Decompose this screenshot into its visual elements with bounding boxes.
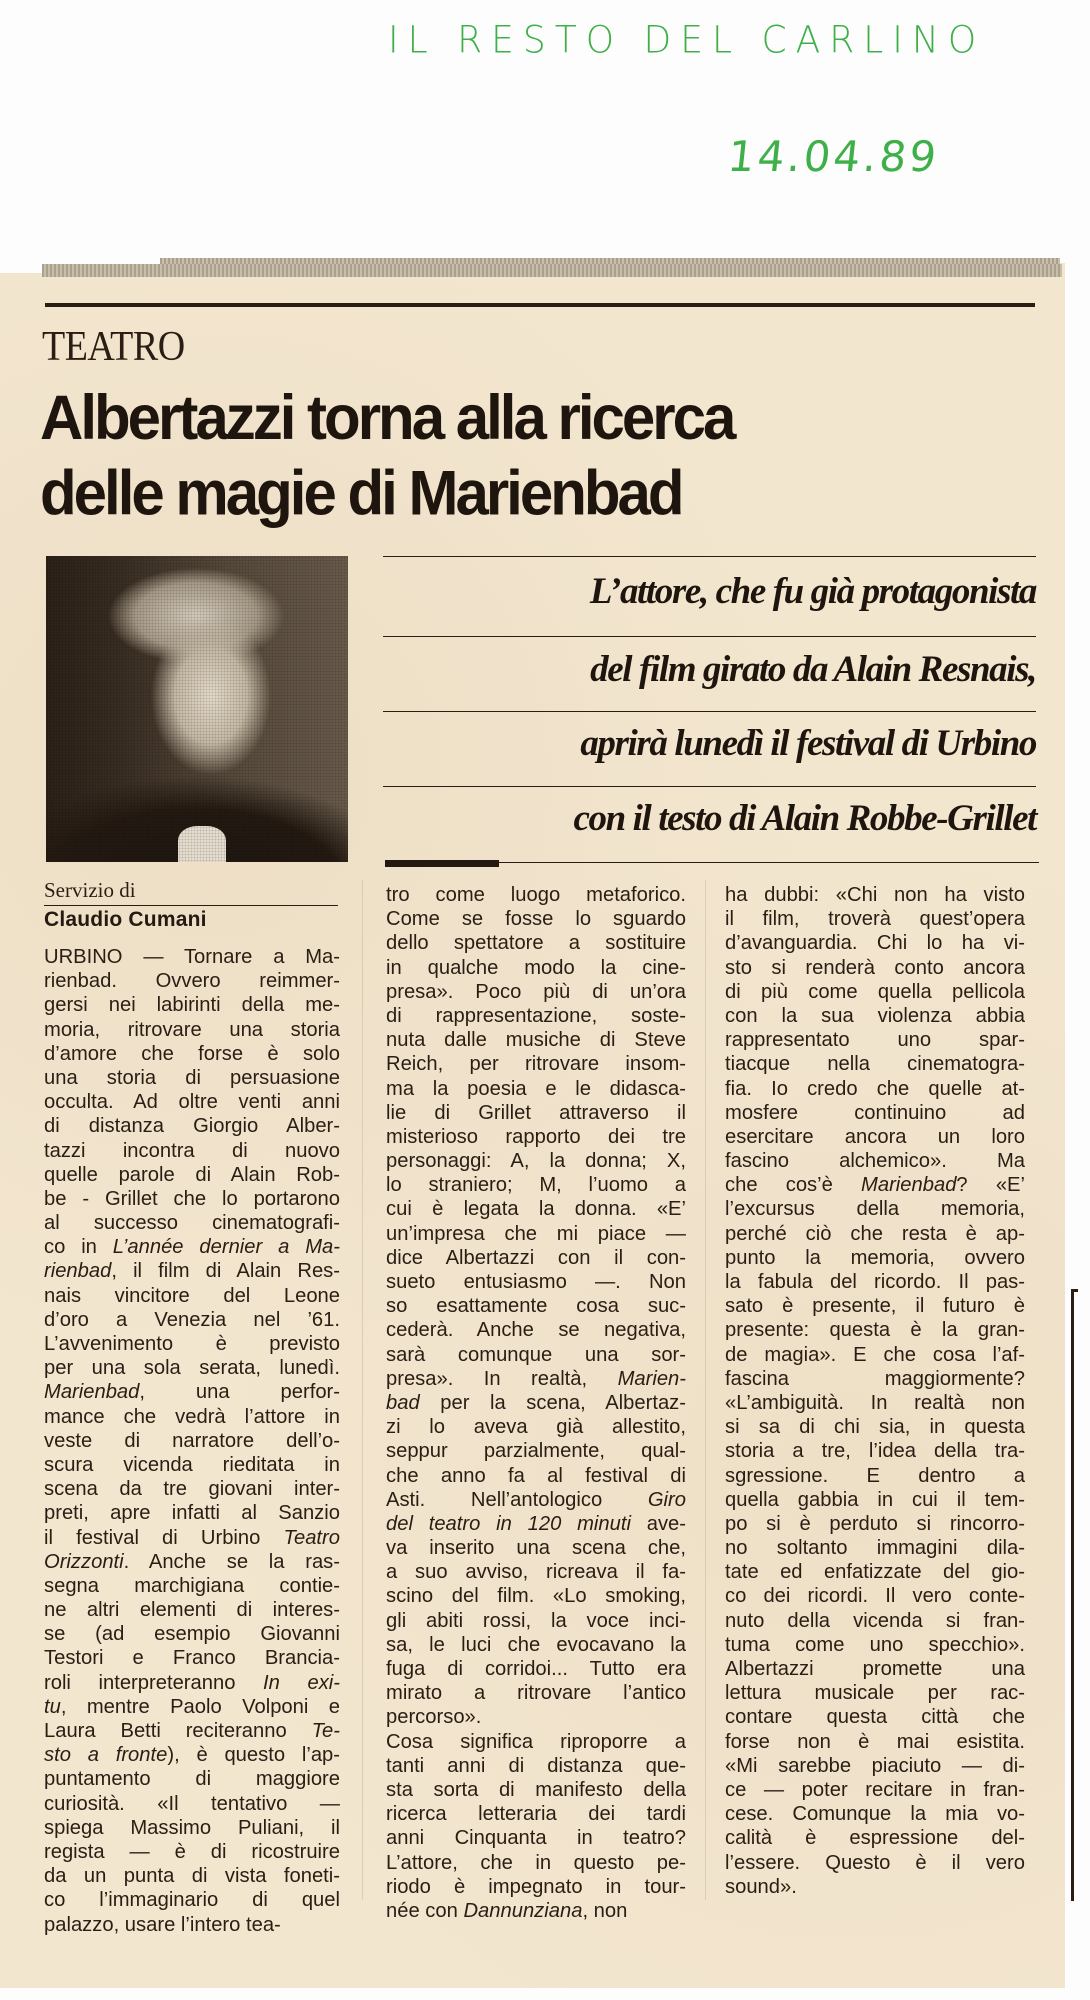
article-line: sta sorta di manifesto della	[386, 1778, 686, 1801]
article-line: Laura Betti reciteranno Te-	[44, 1720, 340, 1742]
article-line: una storia di persuasione	[44, 1066, 340, 1089]
article-line: sa, le luci che evocavano la	[386, 1633, 686, 1656]
article-line: per una sola serata, lunedì.	[44, 1357, 340, 1380]
article-line: gli abiti rossi, la voce inci-	[386, 1609, 686, 1632]
byline-author: Claudio Cumani	[44, 908, 207, 931]
article-line: d’amore che forse è solo	[44, 1042, 340, 1065]
article-line: Come se fosse lo sguardo	[386, 908, 686, 931]
article-line: personaggi: A, la donna; X,	[386, 1150, 686, 1173]
article-line: gersi nei labirinti della me-	[44, 994, 340, 1017]
article-line: sarà comunque una sor-	[386, 1343, 686, 1366]
article-line: mirato a ritrovare l’antico	[386, 1682, 686, 1705]
article-line: Marienbad, una perfor-	[44, 1381, 340, 1404]
article-line: misterioso rapporto dei tre	[386, 1125, 686, 1148]
article-line: URBINO — Tornare a Ma-	[44, 946, 340, 968]
article-line: punto la memoria, ovvero	[725, 1246, 1025, 1269]
article-line: «L’ambiguità. In realtà non	[725, 1391, 1025, 1414]
article-line: sato è presente, il futuro è	[725, 1295, 1025, 1318]
article-column-1	[44, 945, 340, 1937]
article-line: quelle parole di Alain Rob-	[44, 1163, 340, 1186]
deck-line: L’attore, che fu già protagonista	[589, 571, 1036, 612]
top-rule	[45, 303, 1035, 307]
article-line: percorso».	[386, 1706, 482, 1729]
article-line: tiacque nella cinematogra-	[725, 1053, 1025, 1076]
article-line: presente: questa è la gran-	[725, 1319, 1025, 1342]
article-line: ricerca letteraria dei tardi	[386, 1803, 686, 1826]
article-line: Reich, per ritrovare insom-	[386, 1053, 686, 1076]
article-line: lo straniero; M, l’uomo a	[386, 1174, 686, 1197]
byline	[44, 878, 338, 932]
article-line: scino del film. «Lo smoking,	[386, 1585, 686, 1608]
article-line: tate ed enfatizzate del gio-	[725, 1561, 1025, 1584]
article-line: calità è espressione del-	[725, 1827, 1025, 1850]
article-line: Asti. Nell’antologico Giro	[386, 1488, 686, 1511]
article-line: il film, troverà quest’opera	[725, 908, 1025, 931]
article-line: be - Grillet che lo portarono	[44, 1187, 340, 1210]
article-column-3	[725, 883, 1025, 1899]
article-line: roli interpreteranno In exi-	[44, 1671, 340, 1694]
article-line: po si è perduto si rincorro-	[725, 1512, 1025, 1535]
article-line: co in L’année dernier a Ma-	[44, 1236, 340, 1259]
article-line: spiega Massimo Puliani, il	[44, 1816, 340, 1839]
article-line: se (ad esempio Giovanni	[44, 1623, 340, 1646]
article-line: mance che vedrà l’attore in	[44, 1405, 340, 1428]
deck-accent-bar	[385, 860, 499, 867]
article-line: d’avanguardia. Chi lo ha vi-	[725, 932, 1025, 955]
article-line: rienbad, il film di Alain Res-	[44, 1260, 340, 1283]
article-line: presa». In realtà, Marien-	[386, 1367, 686, 1390]
article-line: presa». Poco più di un’ora	[386, 980, 686, 1003]
bow-tie	[178, 826, 226, 862]
article-line: dello spettatore a sostituire	[386, 932, 686, 955]
deck-rule	[383, 556, 1036, 557]
column-divider	[705, 880, 706, 1900]
article-line: tuma come uno specchio».	[725, 1633, 1025, 1656]
article-line: ce — poter recitare in fran-	[725, 1778, 1025, 1801]
deck-line: del film girato da Alain Resnais,	[590, 649, 1036, 690]
article-line: fascina maggiormente?	[725, 1367, 1025, 1390]
article-line: quella gabbia in cui il tem-	[725, 1488, 1025, 1511]
article-line: sto si renderà conto ancora	[725, 956, 1025, 979]
article-line: regista — è di ricostruire	[44, 1840, 340, 1863]
article-line: a suo avviso, ricreava il fa-	[386, 1561, 686, 1584]
deck-rule	[499, 862, 1039, 863]
article-column-2	[386, 883, 686, 1923]
article-line: nuto della vicenda si fran-	[725, 1609, 1025, 1632]
article-line: de magia». E che cosa l’af-	[725, 1343, 1025, 1366]
article-line: Testori e Franco Brancia-	[44, 1647, 340, 1670]
article-line: al successo cinematografi-	[44, 1212, 340, 1235]
article-line: va inserito una scena che,	[386, 1537, 686, 1560]
article-line: tanti anni di distanza que-	[386, 1754, 686, 1777]
deck-rule	[383, 711, 1036, 712]
article-line: segna marchigiana contie-	[44, 1574, 340, 1597]
article-line: tazzi incontra di nuovo	[44, 1139, 340, 1162]
article-line: tu, mentre Paolo Volponi e	[44, 1695, 340, 1718]
article-line: L’avvenimento è previsto	[44, 1333, 340, 1355]
article-line: scura vicenda rieditata in	[44, 1453, 340, 1476]
article-line: seppur parzialmente, qual-	[386, 1440, 686, 1463]
article-line: «Mi sarebbe piaciuto — di-	[725, 1754, 1025, 1777]
article-line: curiosità. «Il tentativo —	[44, 1792, 340, 1815]
article-line: cederà. Anche se negativa,	[386, 1319, 686, 1342]
halftone-bar	[42, 264, 1062, 277]
article-line: l’essere. Questo è il vero	[725, 1851, 1025, 1874]
article-line: scena da tre giovani inter-	[44, 1478, 340, 1501]
article-line: Albertazzi promette una	[725, 1658, 1025, 1680]
article-line: palazzo, usare l’intero tea-	[44, 1913, 281, 1936]
headline-line: delle magie di Marienbad	[40, 457, 682, 529]
deck-rule	[383, 636, 1036, 637]
article-line: sgressione. E dentro a	[725, 1464, 1025, 1487]
article-line: rappresentato uno spar-	[725, 1029, 1025, 1052]
article-line: moria, ritrovare una storia	[44, 1018, 340, 1041]
article-line: so esattamente cosa suc-	[386, 1295, 686, 1318]
column-divider	[362, 880, 363, 1900]
article-line: di più come quella pellicola	[725, 980, 1025, 1003]
article-line: in qualche modo la cine-	[386, 956, 686, 979]
article-line: ne altri elementi di interes-	[44, 1599, 340, 1622]
article-line: l’excursus della memoria,	[725, 1198, 1025, 1221]
article-line: cui è legata la donna. «E’	[386, 1198, 686, 1221]
adjacent-article-border	[1071, 1289, 1074, 1901]
article-line: sto a fronte), è questo l’ap-	[44, 1744, 340, 1767]
article-line: riodo è impegnato in tour-	[386, 1875, 686, 1898]
article-line: Orizzonti. Anche se la ras-	[44, 1550, 340, 1573]
article-line: fuga di corridoi... Tutto era	[386, 1658, 686, 1680]
article-line: lettura musicale per rac-	[725, 1682, 1025, 1705]
handwritten-newspaper-name: IL RESTO DEL CARLINO	[388, 18, 986, 63]
article-line: da un punta di vista foneti-	[44, 1865, 340, 1888]
article-line: lie di Grillet attraverso il	[386, 1101, 686, 1124]
article-line: che anno fa al festival di	[386, 1464, 686, 1487]
article-line: con la sua violenza abbia	[725, 1004, 1025, 1027]
article-line: il festival di Urbino Teatro	[44, 1526, 340, 1549]
article-line: occulta. Ad oltre venti anni	[44, 1091, 340, 1114]
article-line: esercitare ancora un loro	[725, 1125, 1025, 1148]
article-line: fascino alchemico». Ma	[725, 1150, 1025, 1173]
article-line: forse non è mai esistita.	[725, 1730, 1025, 1753]
article-line: sueto entusiasmo —. Non	[386, 1271, 686, 1293]
article-line: ha dubbi: «Chi non ha visto	[725, 884, 1025, 906]
article-line: d’oro a Venezia nel ’61.	[44, 1308, 340, 1331]
article-line: si sa di chi sia, in questa	[725, 1416, 1025, 1439]
article-line: perché ciò che resta è ap-	[725, 1222, 1025, 1245]
article-line: co dei ricordi. Il vero conte-	[725, 1585, 1025, 1608]
article-line: nais vincitore del Leone	[44, 1284, 340, 1307]
article-line: del teatro in 120 minuti ave-	[386, 1512, 686, 1535]
handwritten-date: 14.04.89	[725, 132, 942, 181]
article-line: la fabula del ricordo. Il pas-	[725, 1271, 1025, 1293]
article-line: storia a tre, l’idea della tra-	[725, 1440, 1025, 1463]
article-line: ma la poesia e le didasca-	[386, 1077, 686, 1100]
headline-line: Albertazzi torna alla ricerca	[40, 382, 734, 453]
byline-prefix: Servizio di	[44, 878, 338, 906]
portrait-photo	[46, 556, 348, 862]
article-line: Cosa significa riproporre a	[386, 1730, 686, 1753]
article-line: di distanza Giorgio Alber-	[44, 1115, 340, 1138]
article-line: preti, apre infatti al Sanzio	[44, 1502, 340, 1525]
article-line: di rappresentazione, soste-	[386, 1004, 686, 1027]
article-line: cese. Comunque la mia vo-	[725, 1803, 1025, 1826]
deck-rule	[383, 786, 1036, 787]
article-line: anni Cinquanta in teatro?	[386, 1827, 686, 1850]
article-line: un’impresa che mi piace —	[386, 1222, 686, 1245]
headline	[40, 380, 1040, 531]
section-kicker: TEATRO	[42, 323, 185, 371]
article-line: fia. Io credo che quelle at-	[725, 1077, 1025, 1100]
deck-line: aprirà lunedì il festival di Urbino	[580, 723, 1036, 764]
deck-line: con il testo di Alain Robbe-Grillet	[573, 798, 1036, 839]
article-line: rienbad. Ovvero reimmer-	[44, 970, 340, 993]
article-line: contare questa città che	[725, 1706, 1025, 1729]
article-line: mosfere continuino ad	[725, 1101, 1025, 1124]
article-line: bad per la scena, Albertaz-	[386, 1391, 686, 1414]
article-line: no soltanto immagini dila-	[725, 1537, 1025, 1560]
article-line: dice Albertazzi con il con-	[386, 1246, 686, 1269]
article-line: veste di narratore dell’o-	[44, 1429, 340, 1452]
article-line: co l’immaginario di quel	[44, 1889, 340, 1912]
article-line: nuta dalle musiche di Steve	[386, 1029, 686, 1052]
article-line: che cos’è Marienbad? «E’	[725, 1174, 1025, 1197]
article-line: puntamento di maggiore	[44, 1768, 340, 1791]
article-line: sound».	[725, 1875, 797, 1898]
article-line: tro come luogo metaforico.	[386, 884, 686, 906]
article-line: zi lo aveva già allestito,	[386, 1416, 686, 1439]
article-line: L’attore, che in questo pe-	[386, 1851, 686, 1874]
article-line: née con Dannunziana, non	[386, 1899, 628, 1922]
